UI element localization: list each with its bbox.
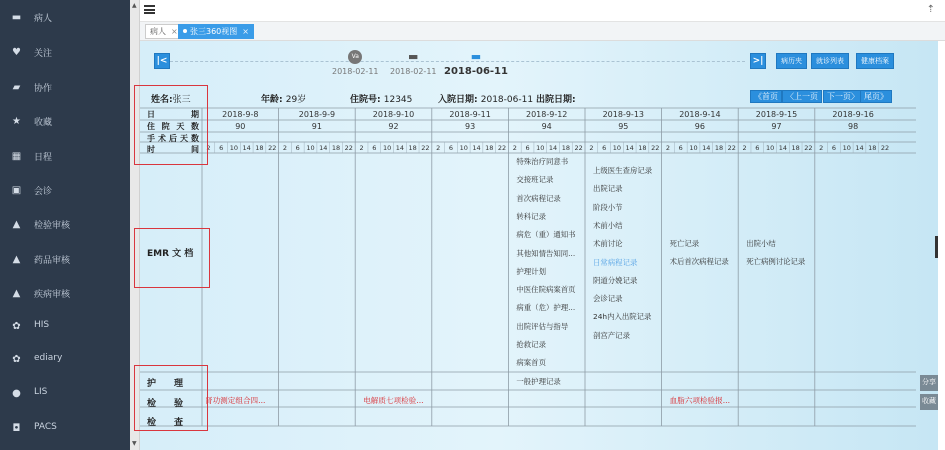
hour-cell: 14 [472,144,481,152]
hour-cell: 22 [574,144,583,152]
sidebar-item-pacs[interactable]: ◘ PACS [12,422,57,434]
emr-doc-link[interactable]: 术前小结 [593,220,623,230]
hour-cell: 6 [525,144,530,152]
bed-icon: ▬ [11,12,22,23]
hour-cell: 10 [459,144,468,152]
timeline-grid [140,41,938,450]
hour-cell: 6 [678,144,683,152]
emr-doc-link[interactable]: 首次病程记录 [516,193,561,203]
emr-doc-link[interactable]: 出院评估与指导 [516,321,569,331]
emr-doc-link[interactable]: 会诊记录 [593,294,623,304]
date-cell: 2018-9-8 [222,110,259,119]
admission-no: 12345 [383,95,413,105]
days-cell: 98 [848,122,859,131]
emr-doc-link[interactable]: 其他知情告知同... [516,248,576,258]
favorite-button[interactable]: 收藏 [920,394,938,410]
nursing-doc-link[interactable]: 一般护理记录 [516,377,561,386]
pager-next-button[interactable]: 下一页〉 [823,90,863,103]
emr-doc-link[interactable]: 病案首页 [516,358,546,368]
visit-list-button[interactable]: 就诊列表 [811,53,849,69]
hour-cell: 14 [319,144,328,152]
name-label: 姓名: [151,95,173,105]
hour-cell: 10 [765,144,775,152]
admit-date: 2018-06-11 [480,95,534,105]
patient-360-panel [140,41,938,450]
calendar-icon: ▦ [11,151,22,162]
exam-report-link[interactable]: 血脂六项检验报... [669,396,730,405]
hour-cell: 18 [868,144,877,152]
row-label-date: 日 期 [147,110,199,119]
heart-icon: ♥ [12,47,21,58]
days-cell: 95 [618,122,629,131]
hour-cell: 6 [755,144,760,152]
sidebar-item-follow[interactable]: ♥ 关注 [12,47,53,59]
row-label-time: 时 间 [147,145,199,154]
record-folder-button[interactable]: 病历夹 [776,53,807,69]
hour-cell: 6 [448,144,454,152]
hour-cell: 14 [548,144,558,152]
hour-cell: 2 [665,144,671,152]
date-cell: 2018-9-14 [679,110,721,119]
sidebar-item-schedule[interactable]: ▦ 日程 [11,151,53,163]
pager-last-button[interactable]: 尾页》 [860,90,892,103]
days-cell: 91 [311,122,322,131]
tab-patients[interactable]: 病人 × [145,24,183,39]
date-cell: 2018-9-9 [298,110,336,119]
row-label-emr: EMR 文 档 [147,249,194,259]
hour-cell: 10 [689,144,698,152]
emr-doc-link[interactable]: 病危（重）通知书 [516,230,576,240]
visit-icon: Va [348,50,362,64]
hour-cell: 6 [831,144,837,152]
hour-cell: 2 [512,144,517,152]
tab-360-view[interactable]: 张三360视图 × [178,24,254,39]
date-cell: 2018-9-16 [832,110,874,119]
sidebar-item-ediary[interactable]: ✿ ediary [12,353,63,365]
bed-icon: ▬ [470,50,482,63]
days-cell: 97 [771,122,782,131]
hour-cell: 6 [602,144,607,152]
days-cell: 90 [235,122,246,131]
pager-prev-button[interactable]: 〈上一页 [782,90,822,103]
share-button[interactable]: 分享 [920,375,938,391]
person-icon: ▲ [12,254,21,265]
date-cell: 2018-9-13 [602,110,644,119]
drawer-handle-icon[interactable] [935,236,938,258]
date-cell: 2018-9-12 [525,110,568,119]
emr-doc-link[interactable]: 交接班记录 [516,175,554,185]
health-record-button[interactable]: 健康档案 [856,53,894,69]
hour-cell: 14 [855,144,864,152]
highlight-box-header [134,85,208,165]
lis-icon: ● [12,388,21,399]
emr-doc-link[interactable]: 转科记录 [516,211,546,221]
hour-cell: 18 [331,144,341,152]
emr-doc-link[interactable]: 出院小结 [746,239,776,248]
emr-doc-link[interactable]: 阴道分娩记录 [593,275,638,285]
hour-cell: 2 [819,144,824,152]
emr-doc-link[interactable]: 死亡病例讨论记录 [746,257,806,267]
hour-cell: 2 [359,144,364,152]
hour-cell: 18 [791,144,800,152]
hour-cell: 22 [421,144,430,152]
sidebar-item-drug-review[interactable]: ▲ 药品审核 [12,254,71,266]
person-icon: ▲ [12,288,21,299]
sidebar [0,0,130,450]
sidebar-item-his[interactable]: ✿ HIS [12,320,50,332]
hour-cell: 14 [395,144,405,152]
days-cell: 96 [694,122,705,131]
emr-doc-link[interactable]: 中医住院病案首页 [516,285,576,295]
emr-doc-link[interactable]: 上级医生查房记录 [593,166,653,175]
sidebar-item-disease-review[interactable]: ▲ 疾病审核 [12,288,71,300]
menu-toggle-icon[interactable] [144,5,155,14]
days-cell: 93 [465,122,476,131]
sidebar-item-collab[interactable]: ▰ 协作 [12,82,53,94]
hour-cell: 10 [382,144,392,152]
row-label-nursing: 护 理 [147,379,184,389]
highlight-box-emr [134,228,210,288]
hour-cell: 6 [219,144,224,152]
row-label-days-post: 手术后天数 [147,134,199,143]
timeline-first-button[interactable]: |< [154,53,170,69]
hour-cell: 22 [651,144,660,152]
exam-report-link[interactable]: 肾功测定组合四... [205,396,266,405]
hour-cell: 10 [229,144,239,152]
timeline-node[interactable]: Va 2018-02-11 [332,50,379,76]
hour-cell: 14 [778,144,788,152]
pacs-icon: ◘ [12,423,21,434]
gear-icon: ✿ [12,321,21,332]
emr-doc-link[interactable]: 阶段小节 [593,202,623,212]
hour-cell: 10 [842,144,851,152]
timeline-node-current[interactable]: ▬ 2018-06-11 [444,50,508,77]
age-label: 年龄: [261,95,283,105]
hour-cell: 22 [804,144,813,152]
discharge-date-label: 出院日期: [536,95,576,105]
star-icon: ★ [12,116,21,127]
gear-icon: ✿ [12,354,21,365]
emr-doc-link[interactable]: 术后首次病程记录 [669,257,729,267]
sidebar-item-consult[interactable]: ▣ 会诊 [11,185,53,197]
admit-date-label: 入院日期: [438,95,478,105]
hour-cell: 18 [485,144,494,152]
hour-cell: 18 [408,144,417,152]
bed-icon: ▬ [408,50,419,63]
sidebar-item-lis[interactable]: ● LIS [12,387,48,399]
hour-cell: 2 [282,144,288,152]
hour-cell: 10 [536,144,545,152]
hour-cell: 14 [625,144,634,152]
hour-cell: 2 [206,144,211,152]
patient-age: 29岁 [285,95,307,105]
date-cell: 2018-9-10 [372,110,415,119]
hour-cell: 22 [880,144,890,152]
row-label-days-in: 住院天数 [147,122,199,131]
emr-doc-link[interactable]: 日常病程记录 [593,257,638,267]
sidebar-item-favorites[interactable]: ★ 收藏 [12,116,53,128]
tab-bar [140,22,945,41]
date-cell: 2018-9-15 [755,110,798,119]
pager-first-button[interactable]: 《首页 [750,90,782,103]
emr-doc-link[interactable]: 病重（危）护理... [516,303,576,313]
sidebar-item-lab-review[interactable]: ▲ 检验审核 [12,219,71,231]
hour-cell: 10 [306,144,315,152]
close-icon[interactable]: × [242,27,249,36]
hour-cell: 6 [372,144,377,152]
scroll-down-icon[interactable]: ▼ [132,440,137,447]
timeline-node[interactable]: ▬ 2018-02-11 [390,50,437,76]
hour-cell: 18 [561,144,570,152]
active-dot-icon [183,29,187,33]
emr-doc-link[interactable]: 出院记录 [593,184,623,194]
date-cell: 2018-9-11 [449,110,491,119]
hour-cell: 6 [295,144,300,152]
chat-icon: ▰ [12,82,21,93]
row-label-check: 检 查 [147,418,184,428]
emr-doc-link[interactable]: 术前讨论 [593,239,623,249]
emr-doc-link[interactable]: 护理计划 [516,266,546,276]
hour-cell: 22 [497,144,507,152]
row-label-exam: 检 验 [147,399,184,409]
consult-icon: ▣ [11,185,22,196]
patient-name: 张三 [172,95,191,105]
close-icon[interactable]: × [171,27,178,36]
scroll-up-icon[interactable]: ▲ [132,2,137,9]
emr-doc-link[interactable]: 剖宫产记录 [593,330,630,340]
hour-cell: 18 [714,144,724,152]
hour-cell: 14 [242,144,251,152]
emr-doc-link[interactable]: 死亡记录 [669,239,700,248]
admission-no-label: 住院号: [350,95,381,105]
hour-cell: 14 [702,144,711,152]
highlight-box-orders [134,365,208,431]
hour-cell: 22 [727,144,736,152]
days-cell: 94 [541,122,552,131]
emr-doc-link[interactable]: 特殊治疗同意书 [516,157,569,166]
hour-cell: 22 [344,144,353,152]
hour-cell: 2 [589,144,594,152]
hour-cell: 2 [436,144,441,152]
person-icon: ▲ [12,219,21,230]
timeline-last-button[interactable]: >| [750,53,766,69]
hour-cell: 2 [742,144,747,152]
hour-cell: 22 [268,144,277,152]
days-cell: 92 [388,122,399,131]
top-bar [140,0,945,22]
exam-report-link[interactable]: 电解质七项检验... [363,396,424,405]
sidebar-item-patients[interactable]: ▬ 病人 [11,12,53,24]
hour-cell: 10 [612,144,622,152]
emr-doc-link[interactable]: 24h内入出院记录 [593,312,652,322]
emr-doc-link[interactable]: 抢救记录 [516,340,546,349]
hour-cell: 18 [255,144,264,152]
collapse-icon[interactable]: ⇡ [926,4,935,15]
hour-cell: 18 [638,144,647,152]
